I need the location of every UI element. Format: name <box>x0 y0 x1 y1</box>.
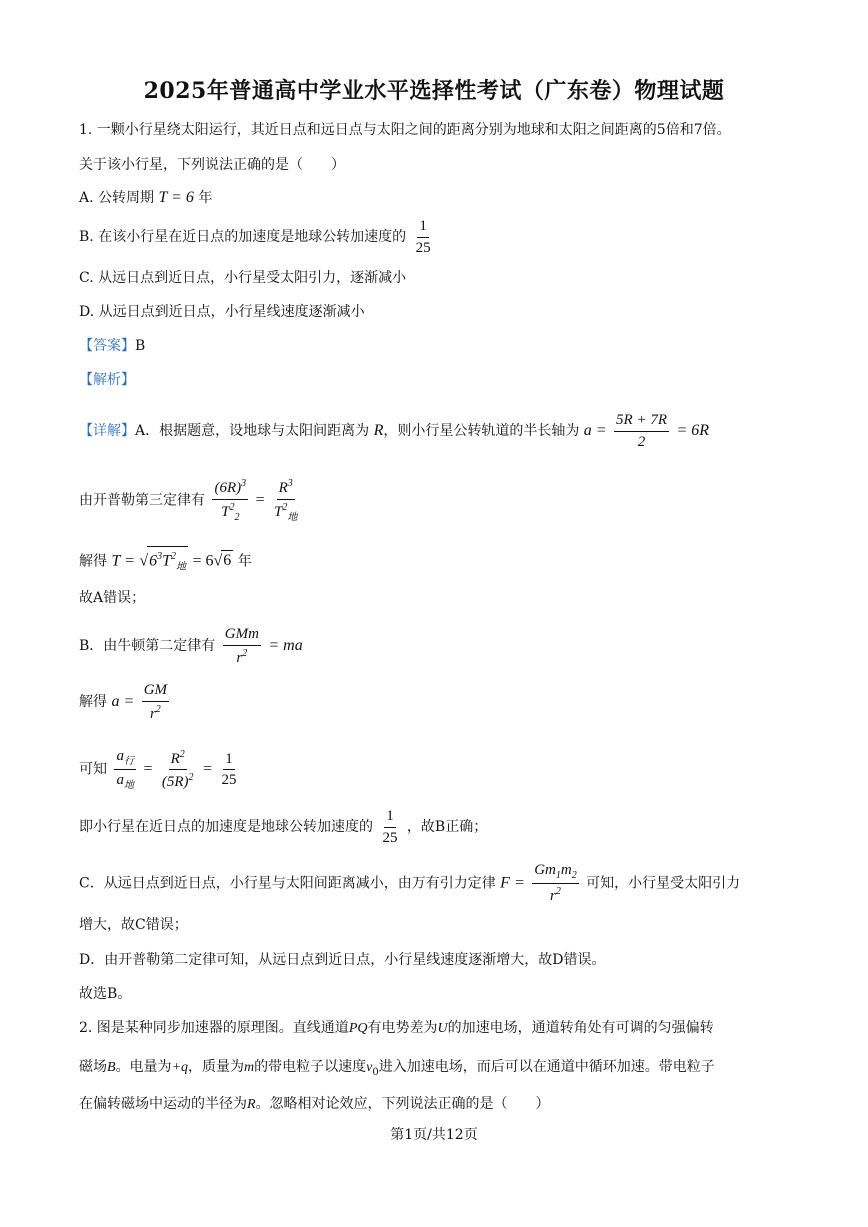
q1-option-a: A. 公转周期 T = 6 年 <box>79 189 213 206</box>
q1-solve-acceleration: 解得 a = $\frac{GM}{r^2}$ <box>79 682 168 722</box>
q1-final-choice: 故选B。 <box>79 986 132 1002</box>
fraction: $\frac{1}{25}$ <box>382 808 398 846</box>
q1-c-conclusion: 增大，故C错误； <box>79 917 188 933</box>
fraction: $\frac{1}{25}$ <box>415 218 431 256</box>
page-footer: 第1页/共12页 <box>390 1127 478 1143</box>
fraction: $\frac{(6R)^3}{T^2_2}$ <box>214 478 247 523</box>
q1-stem-line1: 1. 一颗小行星绕太阳运行，其近日点和远日点与太阳之间的距离分别为地球和太阳之间距离的5倍和7倍。 <box>79 122 731 138</box>
q1-c-explanation: C．从远日点到近日点，小行星与太阳间距离减小，由万有引力定律 F = $\frac{Gm_1m_2}{r^2}$ 可知，小行星受太阳引力 <box>79 862 741 904</box>
q1-d-explanation: D．由开普勒第二定律可知，从远日点到近日点，小行星线速度逐渐增大，故D错误。 <box>79 952 606 968</box>
q1-kepler-third-law: 由开普勒第三定律有 $\frac{(6R)^3}{T^2_2}$ = $\frac{R^3}{T^2_地}$ <box>79 478 298 523</box>
q1-newton-second-law: B．由牛顿第二定律有 $\frac{\text{GMm}}{r^2}$ = ma <box>79 626 303 666</box>
q1-option-c: C. 从远日点到近日点，小行星受太阳引力，逐渐减小 <box>79 270 407 286</box>
fraction: $\frac{GM}{r^2}$ <box>143 682 168 722</box>
q1-analysis-tag: 【解析】 <box>79 372 135 388</box>
fraction: $\frac{R^3}{T^2_地}$ <box>274 478 298 523</box>
q1-answer: 【答案】B <box>79 338 146 354</box>
q1-stem-line2: 关于该小行星，下列说法正确的是（ ） <box>79 157 345 173</box>
fraction: $\frac{a_行}{a_地}$ <box>116 748 134 791</box>
fraction: $\frac{5R + 7R}{2}$ <box>616 412 667 450</box>
page-title: 2025年普通高中学业水平选择性考试（广东卷）物理试题 <box>143 78 725 104</box>
radical: $6^3T^2_地$ <box>147 546 188 578</box>
fraction: $\frac{Gm_1m_2}{r^2}$ <box>534 862 577 904</box>
q1-a-wrong: 故A错误； <box>79 590 146 606</box>
q1-option-d: D. 从远日点到近日点，小行星线速度逐渐减小 <box>79 304 365 320</box>
fraction: $\frac{R^2}{(5R)^2}$ <box>161 748 194 790</box>
q1-detail-a: 【详解】A．根据题意，设地球与太阳间距离为 R，则小行星公转轨道的半长轴为 a = $\frac{5R + 7R}{2}$ = 6R <box>79 412 710 450</box>
q2-stem-line3: 在偏转磁场中运动的半径为R。忽略相对论效应，下列说法正确的是（ ） <box>79 1096 550 1112</box>
q2-stem-line2: 磁场B。电量为+q，质量为m的带电粒子以速度$v_0$进入加速电场，而后可以在通道中循环加速。带电粒子 <box>79 1059 715 1078</box>
q2-stem-line1: 2. 图是某种同步加速器的原理图。直线通道PQ有电势差为U的加速电场，通道转角处有可调的匀强偏转 <box>79 1020 714 1036</box>
q1-b-conclusion: 即小行星在近日点的加速度是地球公转加速度的 $\frac{1}{25}$ ，故B正确； <box>79 808 488 846</box>
q1-acceleration-ratio: 可知 $\frac{a_行}{a_地}$ = $\frac{R^2}{(5R)^2}$ = $\frac{1}{25}$ <box>79 748 237 791</box>
fraction: $\frac{1}{25}$ <box>221 750 237 788</box>
q1-solve-period: 解得 $T = √6^3T^2_地 = 6√6$ 年 <box>79 546 252 578</box>
q1-option-b: B. 在该小行星在近日点的加速度是地球公转加速度的 $\frac{1}{25}$ <box>79 218 431 256</box>
fraction: $\frac{\text{GMm}}{r^2}$ <box>224 626 259 666</box>
